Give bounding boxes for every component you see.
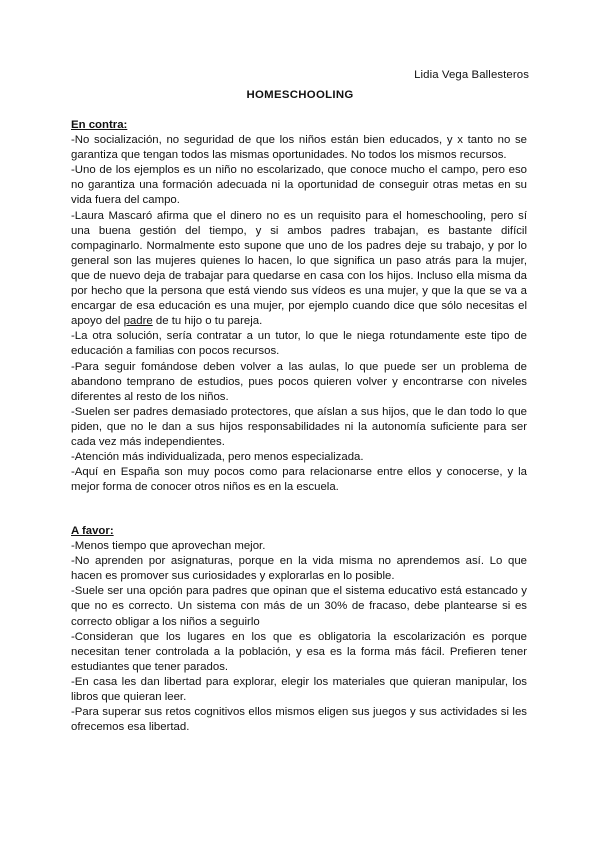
section-en-contra xyxy=(71,118,527,495)
list-item: -En casa les dan libertad para explorar, elegir los materiales que quieran manipular, los libros que quieran leer. xyxy=(71,675,527,704)
document-title: HOMESCHOOLING xyxy=(246,89,354,101)
list-item: -Aquí en España son muy pocos como para relacionarse entre ellos y conocerse, y la mejor forma de conocer otros niños es en la escuela. xyxy=(71,466,527,494)
section-a-favor xyxy=(71,524,527,735)
item-text: de tu hijo o tu pareja. xyxy=(152,315,263,328)
underlined-word: padre xyxy=(123,315,153,328)
list-item: -Para superar sus retos cognitivos ellos mismos eligen sus juegos y sus actividades si les ofrecemos esa libertad. xyxy=(71,706,527,734)
item-text: -Laura Mascaró afirma que el dinero no es un requisito para el homeschooling, pero sí una buena gestión del tiempo, y si ambos padres trabajan, es bastante difícil compaginarlo. Normalmente esto supone que uno de los padres deje su trabajo, y por lo general son las mujeres quienes lo hacen, lo que significa un paso atrás para la mujer, que de nuevo deja de trabajar para quedarse en casa con los hijos. Incluso ella misma da por hecho que la persona que está viendo sus vídeos es una mujer, y que la que se va a encargar de esa educación es una mujer, por ejemplo cuando dice que sólo necesitas el apoyo del xyxy=(71,209,527,328)
list-item: -Suelen ser padres demasiado protectores, que aíslan a sus hijos, que le dan todo lo que piden, que no le dan a sus hijos responsabilidades ni la autonomía suficiente para ser cada vez más independientes. xyxy=(71,405,527,448)
list-item: -Menos tiempo que aprovechan mejor. xyxy=(71,540,266,553)
section-heading-a-favor: A favor: xyxy=(71,525,114,537)
list-item: -Atención más individualizada, pero menos especializada. xyxy=(71,451,364,464)
list-item: -La otra solución, sería contratar a un tutor, lo que le niega rotundamente este tipo de educación a familias con pocos recursos. xyxy=(71,330,527,358)
list-item: -Suele ser una opción para padres que opinan que el sistema educativo está estancado y que no es correcto. Un sistema con más de un 30% de fracaso, debe plantearse si es correcto obligar a los niños a seguirlo xyxy=(71,585,527,628)
list-item: -Para seguir fomándose deben volver a las aulas, lo que puede ser un problema de abandono temprano de estudios, pues pocos quieren volver y encontrarse con niveles diferentes al resto de los niños. xyxy=(71,360,527,403)
list-item xyxy=(71,209,527,330)
list-item: -Uno de los ejemplos es un niño no escolarizado, que conoce mucho el campo, pero eso no garantiza una formación adecuada ni la oportunidad de conseguir otras metas en su vida fuera del campo. xyxy=(71,164,527,207)
section-heading-en-contra: En contra: xyxy=(71,119,128,131)
list-item: -Consideran que los lugares en los que es obligatoria la escolarización es porque necesitan tener controlada a la población, y esa es la forma más fácil. Prefieren tener estudiantes que tener parados. xyxy=(71,630,527,673)
author-name: Lidia Vega Ballesteros xyxy=(414,69,529,81)
list-item: -No aprenden por asignaturas, porque en la vida misma no aprendemos así. Lo que hacen es promover sus curiosidades y explorarlas en lo posible. xyxy=(71,555,527,583)
list-item: -No socialización, no seguridad de que los niños están bien educados, y x tanto no se garantiza que tengan todos las mismas oportunidades. No todos los mismos recursos. xyxy=(71,134,527,162)
